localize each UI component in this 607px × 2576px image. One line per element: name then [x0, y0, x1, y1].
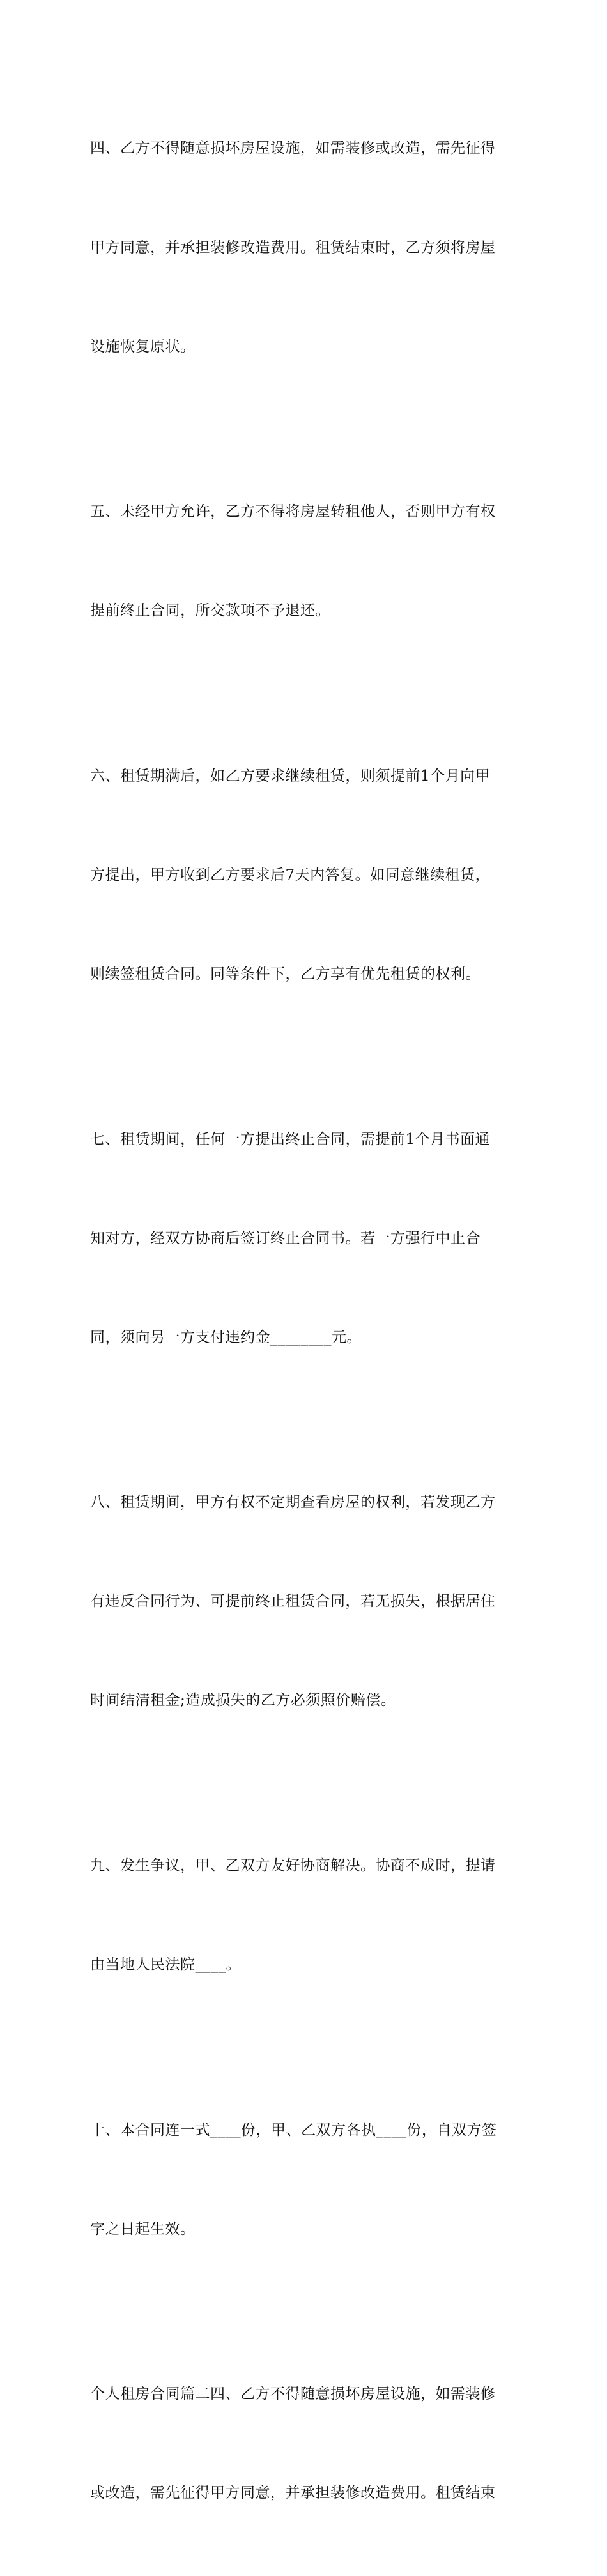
text-line: 同，须向另一方支付违约金________元。 [90, 1329, 362, 1346]
text-line: 有违反合同行为、可提前终止租赁合同，若无损失，根据居住 [90, 1593, 496, 1610]
text-line: 甲方同意，并承担装修改造费用。租赁结束时，乙方须将房屋 [90, 239, 496, 256]
clause-5 [90, 430, 521, 694]
clause-7 [90, 1057, 521, 1421]
text-line: 字之日起生效。 [90, 2220, 196, 2237]
clause-8 [90, 1421, 521, 1784]
text-line: 七、租赁期间，任何一方提出终止合同，需提前1个月书面通 [90, 1131, 491, 1148]
text-line: 八、租赁期间，甲方有权不定期查看房屋的权利，若发现乙方 [90, 1494, 496, 1511]
clause-4 [90, 66, 521, 430]
text-line: 五、未经甲方允许，乙方不得将房屋转租他人，否则甲方有权 [90, 503, 496, 521]
text-line: 九、发生争议，甲、乙双方友好协商解决。协商不成时，提请 [90, 1857, 496, 1874]
clause-6 [90, 694, 521, 1057]
text-line: 设施恢复原状。 [90, 338, 196, 355]
text-line: 由当地人民法院____。 [90, 1956, 241, 1974]
text-line: 方提出，甲方收到乙方要求后7天内答复。如同意继续租赁， [90, 866, 491, 883]
text-line: 十、本合同连一式____份，甲、乙双方各执____份，自双方签 [90, 2121, 497, 2138]
clause-10 [90, 2048, 521, 2312]
text-line: 四、乙方不得随意损坏房屋设施，如需装修或改造，需先征得 [90, 140, 496, 157]
document-body [90, 66, 521, 2576]
text-line: 提前终止合同，所交款项不予退还。 [90, 602, 330, 620]
text-line: 个人租房合同篇二四、乙方不得随意损坏房屋设施，如需装修 [90, 2386, 496, 2403]
text-line: 时间结清租金;造成损失的乙方必须照价赔偿。 [90, 1692, 396, 1709]
section-2-start [90, 2312, 521, 2576]
text-line: 知对方，经双方协商后签订终止合同书。若一方强行中止合 [90, 1230, 480, 1247]
text-line: 或改造，需先征得甲方同意，并承担装修改造费用。租赁结束 [90, 2485, 496, 2502]
text-line: 六、租赁期满后，如乙方要求继续租赁，则须提前1个月向甲 [90, 767, 491, 784]
text-line: 则续签租赁合同。同等条件下，乙方享有优先租赁的权利。 [90, 965, 480, 982]
clause-9 [90, 1784, 521, 2048]
